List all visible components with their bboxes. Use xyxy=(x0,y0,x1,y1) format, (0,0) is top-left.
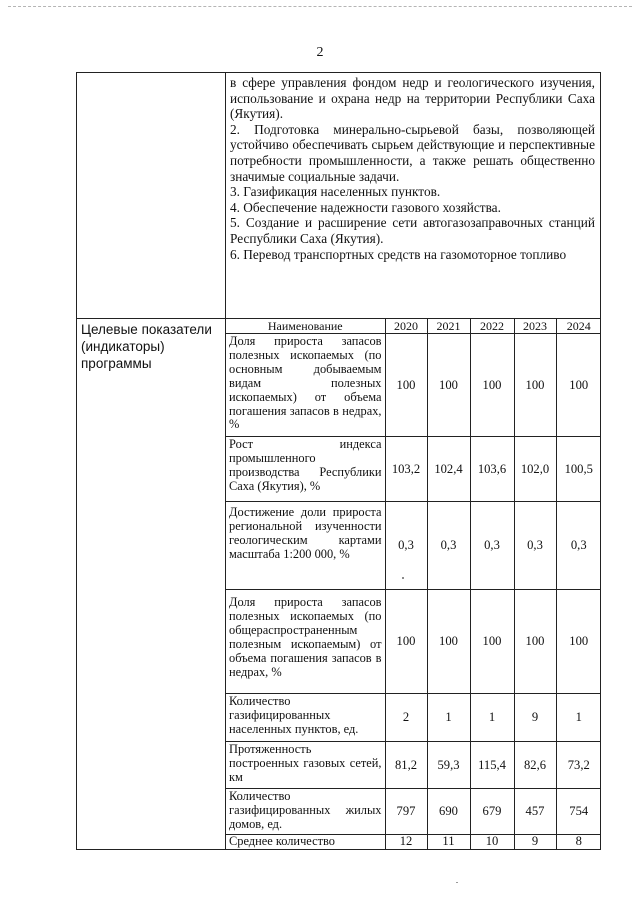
indicators-label: Целевые показатели (индикаторы) программы xyxy=(77,319,226,850)
indicator-name: Количество газифицированных населенных пунктов, ед. xyxy=(226,694,385,742)
table-row xyxy=(226,437,601,502)
indicator-value: 9 xyxy=(514,694,556,742)
table-row xyxy=(226,502,601,590)
goal-text: 6. Перевод транспортных средств на газомоторное топливо xyxy=(230,246,567,262)
indicator-value: 100 xyxy=(514,334,556,437)
goal-text: 5. Создание и расширение сети автогазозаправочных станций Республики Саха (Якутия). xyxy=(230,215,595,246)
indicator-value: 2 xyxy=(385,694,427,742)
indicator-value: 103,2 xyxy=(385,437,427,502)
indicator-value: 11 xyxy=(427,835,470,849)
indicator-value: 115,4 xyxy=(470,742,514,789)
column-header: 2023 xyxy=(514,319,556,334)
goal-text: 3. Газификация населенных пунктов. xyxy=(230,184,441,200)
table-row xyxy=(226,835,601,849)
scan-speck xyxy=(456,882,458,883)
table-row xyxy=(226,742,601,789)
page-number: 2 xyxy=(316,45,324,60)
indicator-value: 100 xyxy=(427,334,470,437)
table-row xyxy=(226,789,601,835)
indicator-value: 102,4 xyxy=(427,437,470,502)
indicator-value: 690 xyxy=(427,789,470,835)
indicator-value: 1 xyxy=(556,694,601,742)
indicator-name: Протяженность построенных газовых сетей, км xyxy=(226,742,385,789)
column-header: 2024 xyxy=(556,319,601,334)
scan-edge-line xyxy=(8,6,632,8)
indicators-table xyxy=(226,319,601,849)
indicator-value: 457 xyxy=(514,789,556,835)
indicator-value: 103,6 xyxy=(470,437,514,502)
indicator-value: 81,2 xyxy=(385,742,427,789)
program-passport-table xyxy=(76,72,601,850)
table-row xyxy=(226,334,601,437)
indicator-value: 82,6 xyxy=(514,742,556,789)
empty-label-cell xyxy=(77,73,226,319)
indicator-value: 0,3 xyxy=(556,502,601,590)
indicator-value: 1 xyxy=(427,694,470,742)
indicator-value: 100 xyxy=(470,334,514,437)
table-row xyxy=(226,694,601,742)
indicator-name: Среднее количество xyxy=(226,835,385,849)
column-header: Наименование xyxy=(226,319,385,334)
indicator-name: Доля прироста запасов полезных ископаемых (по основным добываемым видам полезных ископаемых) от объема погашения запасов в недрах, % xyxy=(226,334,385,437)
column-header: 2021 xyxy=(427,319,470,334)
indicator-value: 0,3 xyxy=(427,502,470,590)
indicator-value: 100 xyxy=(556,334,601,437)
indicator-value: 100 xyxy=(427,590,470,694)
indicator-value: 100 xyxy=(385,590,427,694)
indicator-value: 797 xyxy=(385,789,427,835)
indicator-value: 8 xyxy=(556,835,601,849)
indicator-value: 100 xyxy=(385,334,427,437)
indicator-value: 0,3 xyxy=(385,502,427,590)
indicator-value: 100 xyxy=(514,590,556,694)
indicator-value: 10 xyxy=(470,835,514,849)
indicator-value: 12 xyxy=(385,835,427,849)
indicators-cell xyxy=(226,319,601,850)
indicator-value: 0,3 xyxy=(514,502,556,590)
goal-text: 4. Обеспечение надежности газового хозяйства. xyxy=(230,199,501,215)
indicator-value: 73,2 xyxy=(556,742,601,789)
indicator-name: Достижение доли прироста региональной изученности геологическим картами масштаба 1:200 000, % xyxy=(226,502,385,590)
column-header: 2022 xyxy=(470,319,514,334)
table-row xyxy=(226,590,601,694)
indicator-value: 100 xyxy=(470,590,514,694)
scan-speck xyxy=(402,577,404,579)
column-header: 2020 xyxy=(385,319,427,334)
indicator-value: 679 xyxy=(470,789,514,835)
indicator-value: 59,3 xyxy=(427,742,470,789)
indicator-value: 0,3 xyxy=(470,502,514,590)
indicator-value: 100 xyxy=(556,590,601,694)
program-goals-cell xyxy=(226,73,601,319)
indicator-value: 9 xyxy=(514,835,556,849)
indicator-name: Рост индекса промышленного производства Республики Саха (Якутия), % xyxy=(226,437,385,502)
goal-text: 2. Подготовка минерально-сырьевой базы, позволяющей устойчиво обеспечивать сырьем действующие и перспективные потребности промышленности, а также решать общественно значимые социальные задачи. xyxy=(230,121,595,184)
table-header-row xyxy=(226,319,601,334)
indicator-value: 1 xyxy=(470,694,514,742)
indicator-value: 100,5 xyxy=(556,437,601,502)
indicator-value: 754 xyxy=(556,789,601,835)
indicator-name: Количество газифицированных жилых домов, ед. xyxy=(226,789,385,835)
indicator-value: 102,0 xyxy=(514,437,556,502)
goal-text: в сфере управления фондом недр и геологического изучения, использование и охрана недр на территории Республики Саха (Якутия). xyxy=(230,75,595,122)
indicator-name: Доля приростa запасов полезных ископаемых (по общераспространенным полезным ископаемым) от объема погашения запасов в недрах, % xyxy=(226,590,385,694)
